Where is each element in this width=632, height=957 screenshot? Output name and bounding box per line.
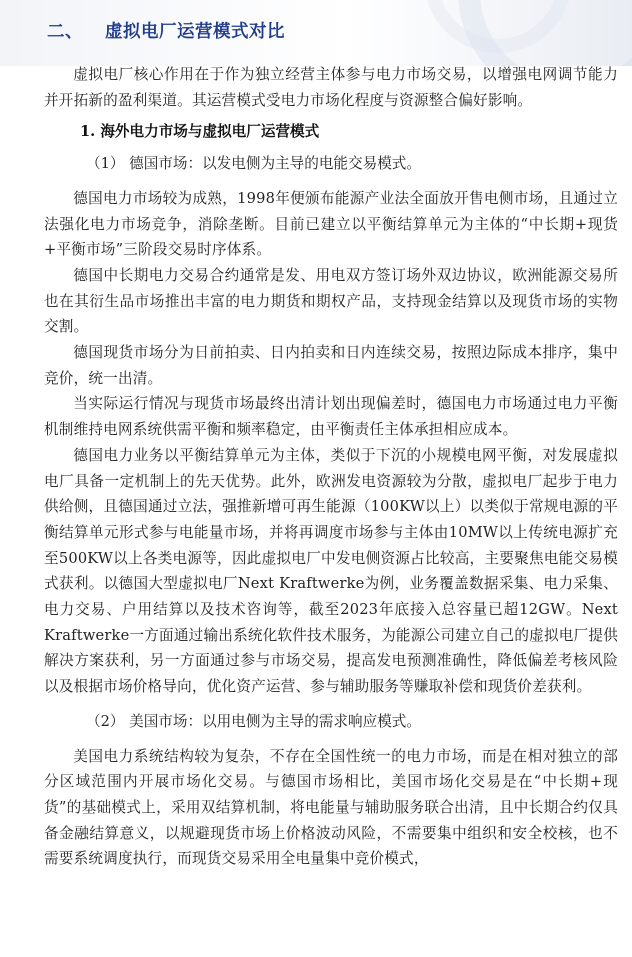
usa-heading: （2） 美国市场：以用电侧为主导的需求响应模式。 bbox=[86, 712, 421, 730]
subsection-heading: 1. 海外电力市场与虚拟电厂运营模式 bbox=[80, 123, 320, 141]
germany-paragraph-5: 德国电力业务以平衡结算单元为主体，类似于下沉的小规模电网平衡，对发展虚拟电厂具备一定机制上的先天优势。此外，欧洲发电资源较为分散，虚拟电厂起步于电力供给侧，且德国通过立法，强推新增可再生能源（100KW以上）以类似于常规电源的平衡结算单元形式参与电能量市场，并将再调度市场参与主体由10MW以上传统电源扩充至500KW以上各类电源等，因此虚拟电厂中发电侧资源占比较高，主要聚焦电能交易模式获利。以德国大型虚拟电厂Next Kraftwerke为例，业务覆盖数据采集、电力采集、电力交易、户用结算以及技术咨询等，截至2023年底接入总容量已超12GW。Next Kraftwerke一方面通过输出系统化软件技术服务，为能源公司建立自己的虚拟电厂提供解决方案获利，另一方面通过参与市场交易，提高发电预测准确性，降低偏差考核风险以及根据市场价格导向，优化资产运营、参与辅助服务等赚取补偿和现货价差获利。 bbox=[44, 446, 618, 696]
document-body bbox=[44, 62, 618, 872]
header-decoration bbox=[402, 0, 632, 66]
section-number: 二、 bbox=[47, 22, 83, 42]
usa-paragraph-1: 美国电力系统结构较为复杂，不存在全国性统一的电力市场，而是在相对独立的部分区域范围内开展市场化交易。与德国市场相比，美国市场化交易是在“中长期+现货”的基础模式上，采用双结算机制，将电能量与辅助服务联合出清，且中长期合约仅具备金融结算意义，以规避现货市场上价格波动风险，不需要集中组织和安全校核，也不需要系统调度执行，而现货交易采用全电量集中竞价模式， bbox=[44, 747, 618, 868]
germany-paragraph-4: 当实际运行情况与现货市场最终出清计划出现偏差时，德国电力市场通过电力平衡机制维持电网系统供需平衡和频率稳定，由平衡责任主体承担相应成本。 bbox=[44, 395, 618, 439]
germany-paragraph-3: 德国现货市场分为日前拍卖、日内拍卖和日内连续交易，按照边际成本排序，集中竞价，统一出清。 bbox=[44, 344, 618, 387]
section-title bbox=[47, 18, 285, 43]
intro-paragraph: 虚拟电厂核心作用在于作为独立经营主体参与电力市场交易，以增强电网调节能力并开拓新的盈利渠道。其运营模式受电力市场化程度与资源整合偏好影响。 bbox=[44, 66, 618, 109]
germany-paragraph-1: 德国电力市场较为成熟，1998年便颁布能源产业法全面放开售电侧市场，且通过立法强化电力市场竞争，消除垄断。目前已建立以平衡结算单元为主体的“中长期+现货+平衡市场”三阶段交易时序体系。 bbox=[44, 189, 618, 259]
section-title-text: 虚拟电厂运营模式对比 bbox=[105, 22, 285, 42]
germany-paragraph-2: 德国中长期电力交易合约通常是发、用电双方签订场外双边协议，欧洲能源交易所也在其衍生品市场推出丰富的电力期货和期权产品，支持现金结算以及现货市场的实物交割。 bbox=[44, 266, 618, 336]
germany-heading: （1） 德国市场：以发电侧为主导的电能交易模式。 bbox=[86, 155, 421, 173]
